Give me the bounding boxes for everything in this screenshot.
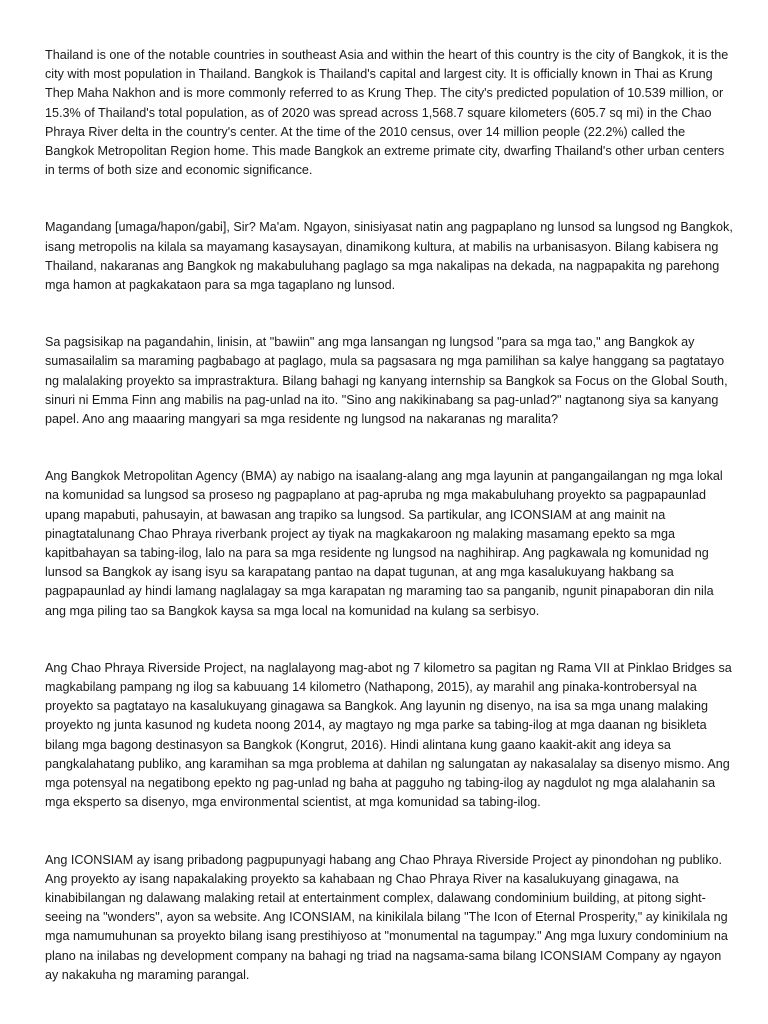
- paragraph-iconsiam: Ang ICONSIAM ay isang pribadong pagpupunyagi habang ang Chao Phraya Riverside Project ay pinondohan ng publiko. Ang proyekto ay isang napakalaking proyekto sa kahabaan ng Chao Phraya River na kasalukuyang ginagawa, na kinabibilangan ng dalawang malaking retail at entertainment complex, dalawang condominium building, at pitong sight-seeing na "wonders", ayon sa website. Ang ICONSIAM, na kinikilala bilang "The Icon of Eternal Prosperity," ay kinikilala ng mga namumuhunan sa proyekto bilang isang prestihiyoso at "monumental na tagumpay." Ang mga luxury condominium na plano na inilabas ng development company na bahagi ng triad na nagsama-sama bilang ICONSIAM Company ay ngayon ay nakakuha ng maraming parangal.: [45, 852, 728, 982]
- paragraph-greeting-intro: Magandang [umaga/hapon/gabi], Sir? Ma'am. Ngayon, sinisiyasat natin ang pagpaplano ng lunsod sa lungsod ng Bangkok, isang metropolis na kilala sa mayamang kasaysayan, dinamikong kultura, at mabilis na urbanisasyon. Bilang kabisera ng Thailand, nakaranas ang Bangkok ng makabuluhang paglago sa mga nakalipas na dekada, na nagpapakita ng parehong mga hamon at pagkakataon para sa mga tagaplano ng lunsod.: [45, 220, 733, 293]
- paragraph-bma-failure: Ang Bangkok Metropolitan Agency (BMA) ay nabigo na isaalang-alang ang mga layunin at pangangailangan ng mga lokal na komunidad sa lungsod sa proseso ng pagpaplano at pag-apruba ng mga makabuluhang proyekto sa pagpapaunlad upang mapabuti, pahusayin, at bawasan ang trapiko sa lungsod. Sa partikular, ang ICONSIAM at ang mainit na pinagtatalunang Chao Phraya riverbank project ay tiyak na magkakaroon ng malaking masamang epekto sa mga kapitbahayan sa tabing-ilog, lalo na para sa mga residente ng lungsod na naghihirap. Ang pagkawala ng komunidad ng lunsod sa Bangkok ay isang isyu sa karapatang pantao na dapat tugunan, at ang mga kasalukuyang hakbang sa pagpapaunlad ay hindi lamang naglalagay sa mga karapatan ng maraming tao sa panganib, ngunit pinapaboran din nila ang mga piling tao sa Bangkok kaysa sa mga local na komunidad na kulang sa serbisyo.: [45, 469, 723, 618]
- document-body: [45, 46, 735, 985]
- paragraph-bangkok-overview: Thailand is one of the notable countries in southeast Asia and within the heart of this country is the city of Bangkok, it is the city with most population in Thailand. Bangkok is Thailand's capital and largest city. It is officially known in Thai as Krung Thep Maha Nakhon and is more commonly referred to as Krung Thep. The city's predicted population of 10.539 million, or 15.3% of Thailand's total population, as of 2020 was spread across 1,568.7 square kilometers (605.7 sq mi) in the Chao Phraya River delta in the country's center. At the time of the 2010 census, over 14 million people (22.2%) called the Bangkok Metropolitan Region home. This made Bangkok an extreme primate city, dwarfing Thailand's other urban centers in terms of both size and economic significance.: [45, 48, 729, 178]
- paragraph-street-changes: Sa pagsisikap na pagandahin, linisin, at "bawiin" ang mga lansangan ng lungsod "para sa mga tao," ang Bangkok ay sumasailalim sa maraming pagbabago at paglago, mula sa pagsasara ng mga pamilihan sa kalye hanggang sa pagtatayo ng malalaking proyekto sa imprastraktura. Bilang bahagi ng kanyang internship sa Bangkok sa Focus on the Global South, sinuri ni Emma Finn ang mabilis na pag-unlad na ito. "Sino ang nakikinabang sa pag-unlad?" nagtanong siya sa kanyang papel. Ano ang maaaring mangyari sa mga residente ng lungsod na nakaranas ng maralita?: [45, 335, 728, 427]
- paragraph-riverside-project: Ang Chao Phraya Riverside Project, na naglalayong mag-abot ng 7 kilometro sa pagitan ng Rama VII at Pinklao Bridges sa magkabilang pampang ng ilog sa kabuuang 14 kilometro (Nathapong, 2015), ay marahil ang pinaka-kontrobersyal na proyekto sa pagtatayo na kasalukuyang ginagawa sa Bangkok. Ang layunin ng disenyo, na isa sa mga unang malaking proyekto ng junta kasunod ng kudeta noong 2014, ay magtayo ng mga parke sa tabing-ilog at mga daanan ng bisikleta bilang mga bagong destinasyon sa Bangkok (Kongrut, 2016). Hindi alintana kung gaano kaakit-akit ang ideya sa pangkalahatang publiko, ang karamihan sa mga problema at dahilan ng salungatan ay nakasalalay sa disenyo mismo. Ang mga potensyal na negatibong epekto ng pag-unlad ng baha at pagguho ng tabing-ilog ay nagdulot ng mga alalahanin sa mga eksperto sa disenyo, mga environmental scientist, at mga komunidad sa tabing-ilog.: [45, 660, 732, 810]
